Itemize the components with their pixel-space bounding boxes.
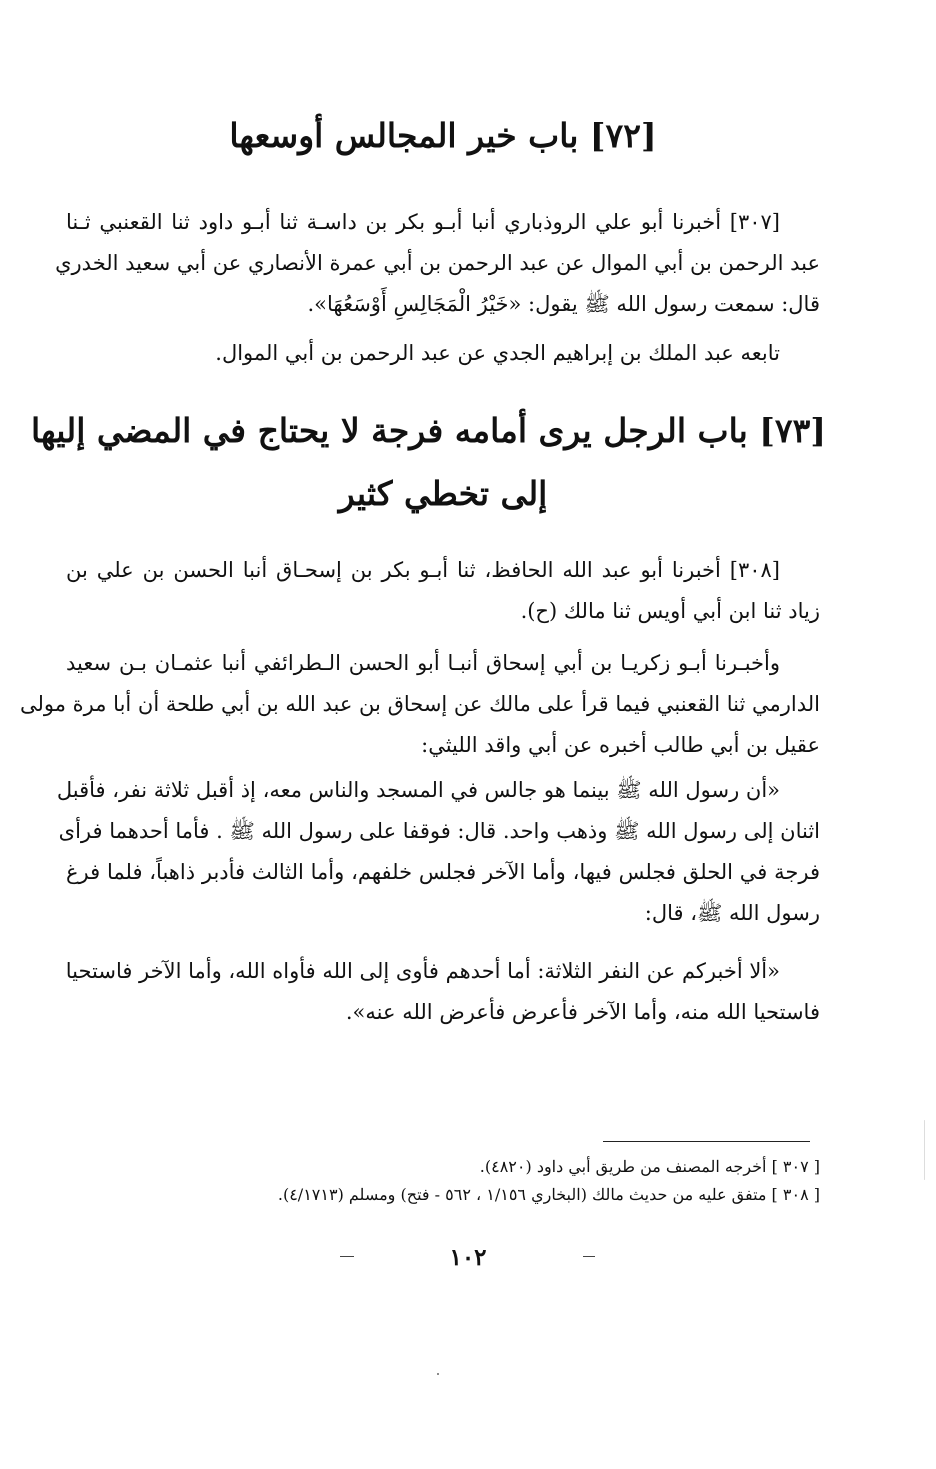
hadith-308-isnad-1 [66,550,820,632]
hadith-308-line: فاستحيا الله منه، وأما الآخر فأعرض فأعرض الله عنه». [345,1000,820,1024]
hadith-308-line: [٣٠٨] أخبرنا أبو عبد الله الحافظ، ثنا أبـو بكر بن إسحـاق أنبا الحسن بن علي بن [66,558,780,582]
hadith-307-paragraph [55,202,820,325]
hadith-308-line: «أن رسول الله ﷺ بينما هو جالس في المسجد والناس معه، إذ أقبل ثلاثة نفر، فأقبل [56,778,780,802]
chapter-73-title-line1: [٧٣] باب الرجل يرى أمامه فرجة لا يحتاج في المضي إليها [30,411,826,450]
hadith-308-isnad-2 [19,643,820,766]
hadith-307-line: قال: سمعت رسول الله ﷺ يقول: «خَيْرُ الْمَجَالِسِ أَوْسَعُهَا». [307,292,820,316]
hadith-308-line: زياد ثنا ابن أبي أويس ثنا مالك (ح). [520,599,820,623]
hadith-308-matn [56,770,820,934]
hadith-308-line: فرجة في الحلق فجلس فيها، وأما الآخر فجلس خلفهم، وأما الثالث فأدبر ذاهباً، فلما فرغ [66,860,820,884]
followup-line: تابعه عبد الملك بن إبراهيم الجدي عن عبد الرحمن بن أبي الموال. [215,341,780,365]
hadith-308-line: اثنان إلى رسول الله ﷺ وذهب واحد. قال: فوقفا على رسول الله ﷺ . فأما أحدهما فرأى [58,819,820,843]
footnote-308: [ ٣٠٨ ] متفق عليه من حديث مالك (البخاري ١/١٥٦ ، ٥٦٢ - فتح) ومسلم (٤/١٧١٣). [277,1185,820,1204]
scan-speck [437,1373,439,1375]
footnotes [120,1153,820,1209]
footnote-307: [ ٣٠٧ ] أخرجه المصنف من طريق أبي داود (٤٨٢٠). [479,1157,820,1176]
chapter-73-title-line2: إلى تخطي كثير [338,474,548,513]
hadith-308-line: الدارمي ثنا القعنبي فيما قرأ على مالك عن إسحاق بن عبد الله بن أبي طلحة أن أبا مرة مولى [19,692,820,716]
hadith-307-line: [٣٠٧] أخبرنا أبو علي الروذباري أنبا أبـو بكر بن داسـة ثنا أبـو داود ثنا القعنبي ثـنا [66,210,780,234]
hadith-308-line: رسول الله ﷺ، قال: [644,901,820,925]
hadith-308-line: وأخبـرنا أبـو زكريـا بن أبي إسحاق أنبـا أبو الحسن الـطرائفي أنبا عثمـان بـن سعيد [66,651,780,675]
page-number: ١٠٢ [449,1244,487,1271]
hadith-307-followup [66,333,820,374]
footnote-separator [603,1141,810,1142]
hadith-308-line: «ألا أخبركم عن النفر الثلاثة: أما أحدهم فأوى إلى الله فأواه الله، وأما الآخر فاستحيا [65,959,780,983]
hadith-308-saying [66,951,820,1033]
hadith-307-line: عبد الرحمن بن أبي الموال عن عبد الرحمن بن أبي عمرة الأنصاري عن أبي سعيد الخدري [55,251,820,275]
hadith-308-line: عقيل بن أبي طالب أخبره عن أبي واقد الليثي: [421,733,820,757]
chapter-72-title: [٧٢] باب خير المجالس أوسعها [229,116,657,155]
page-number-dash-right [583,1256,595,1257]
page-number-dash-left [340,1256,354,1257]
scan-edge-mark [924,1120,925,1180]
